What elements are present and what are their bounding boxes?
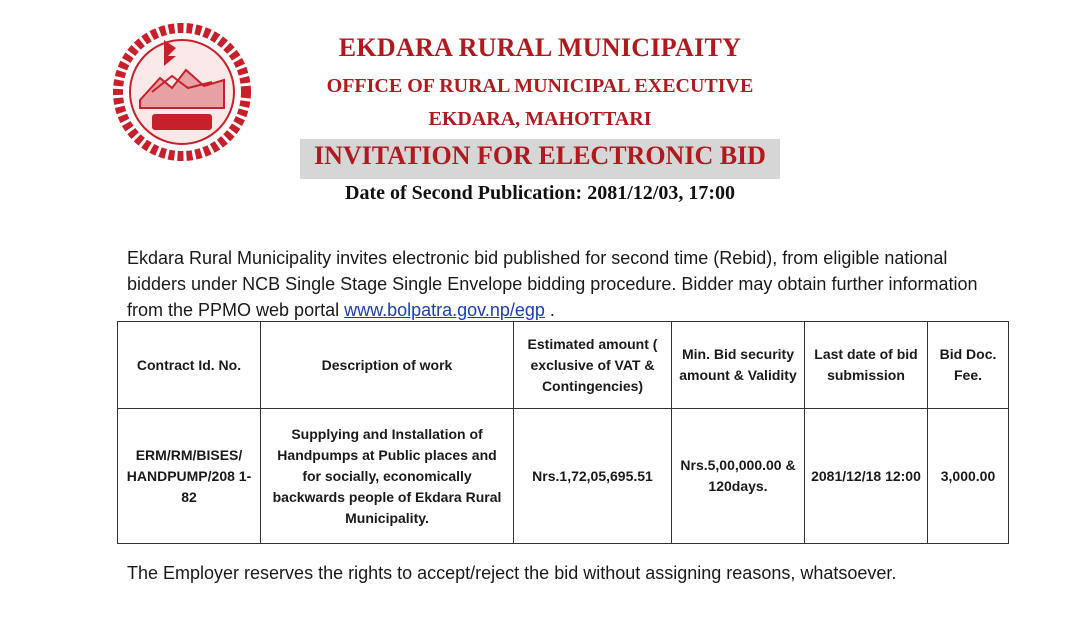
invitation-title: INVITATION FOR ELECTRONIC BID [300, 139, 780, 179]
intro-text: Ekdara Rural Municipality invites electronic bid published for second time (Rebid), from eligible national bidders under NCB Single Stage Single Envelope bidding procedure. Bidder may obtain further information from the PPMO web portal [127, 248, 978, 320]
cell-contract-id: ERM/RM/BISES/ HANDPUMP/208 1-82 [118, 409, 261, 544]
header-description: Description of work [261, 322, 514, 409]
footer-note: The Employer reserves the rights to accept/reject the bid without assigning reasons, whatsoever. [127, 563, 897, 583]
cell-description: Supplying and Installation of Handpumps at Public places and for socially, economically backwards people of Ekdara Rural Municipality. [261, 409, 514, 544]
cell-fee: 3,000.00 [928, 409, 1009, 544]
header-last-date: Last date of bid submission [805, 322, 928, 409]
header-fee: Bid Doc. Fee. [928, 322, 1009, 409]
publication-date: Date of Second Publication: 2081/12/03, 17:00 [345, 182, 735, 204]
header-estimated-amount: Estimated amount ( exclusive of VAT & Contingencies) [514, 322, 672, 409]
table-row [118, 409, 1009, 544]
location-title: EKDARA, MAHOTTARI [428, 108, 652, 130]
header-contract-id: Contract Id. No. [118, 322, 261, 409]
office-title: OFFICE OF RURAL MUNICIPAL EXECUTIVE [326, 75, 754, 97]
cell-estimated-amount: Nrs.1,72,05,695.51 [514, 409, 672, 544]
government-emblem-icon [112, 22, 252, 162]
table-header-row [118, 322, 1009, 409]
municipality-title: EKDARA RURAL MUNICIPAITY [338, 33, 742, 62]
bid-table [117, 321, 1009, 544]
intro-tail: . [544, 300, 555, 320]
bolpatra-link[interactable]: www.bolpatra.gov.np/egp [344, 300, 545, 320]
header-bid-security: Min. Bid security amount & Validity [672, 322, 805, 409]
cell-bid-security: Nrs.5,00,000.00 & 120days. [672, 409, 805, 544]
intro-paragraph [127, 245, 987, 323]
cell-last-date: 2081/12/18 12:00 [805, 409, 928, 544]
